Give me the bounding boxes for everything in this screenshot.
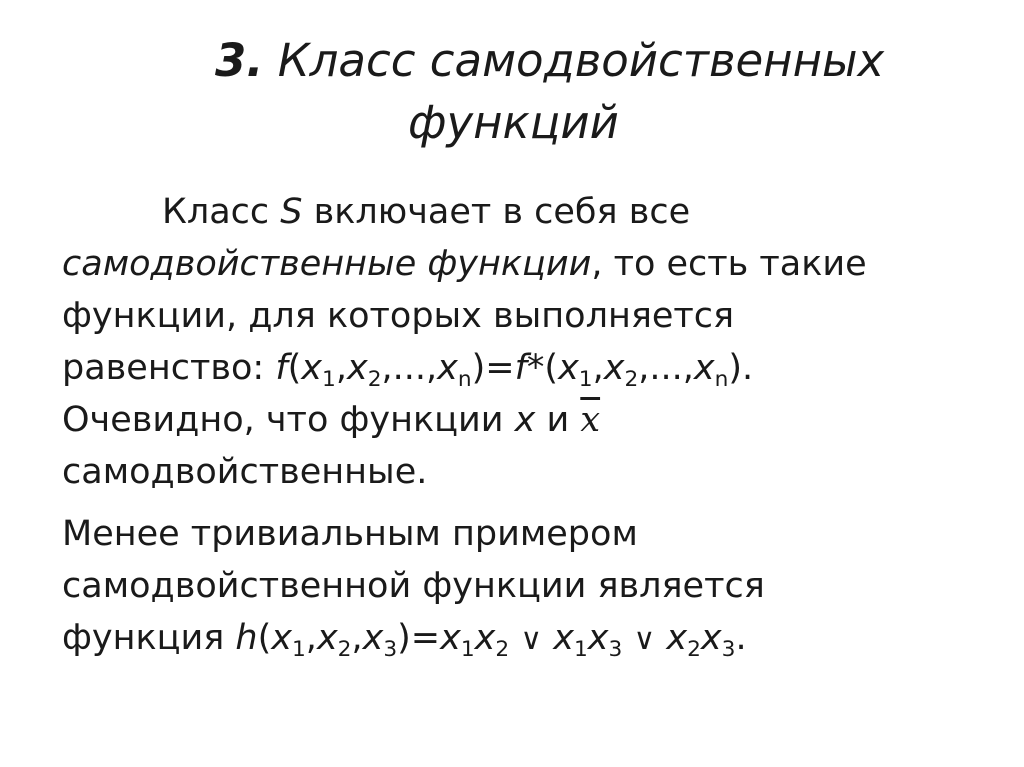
eq-x: x <box>362 618 384 658</box>
eq-x: x <box>437 348 458 388</box>
eq-sub: 1 <box>322 366 336 392</box>
title-number: 3. <box>215 34 264 87</box>
var-x: x <box>514 400 536 440</box>
example-equation <box>235 618 747 662</box>
eq-sub: 1 <box>291 636 306 662</box>
eq-x: x <box>666 618 688 658</box>
eq-x: x <box>301 348 323 388</box>
text-fragment: равенство: <box>62 348 276 388</box>
eq-paren: ( <box>544 348 559 388</box>
eq-sub: 3 <box>608 636 623 662</box>
eq-comma: , <box>305 618 317 658</box>
text-fragment: включает в себя все <box>302 192 691 232</box>
para1-line-6: самодвойственные. <box>62 452 428 492</box>
text-fragment: Очевидно, что функции <box>62 400 515 440</box>
eq-x: x <box>700 618 722 658</box>
term-self-dual-functions: самодвойственные функции <box>62 244 592 284</box>
eq-h: h <box>235 618 258 658</box>
eq-x: x <box>474 618 496 658</box>
text-fragment: функция <box>62 618 236 658</box>
eq-end: ). <box>728 348 754 388</box>
slide-title <box>0 30 1024 154</box>
para2-line-3 <box>62 612 962 666</box>
eq-x: x <box>558 348 579 388</box>
eq-sub: 2 <box>687 636 701 662</box>
eq-comma: , <box>592 348 604 388</box>
para1-line-3: функции, для которых выполняется <box>62 296 735 336</box>
eq-end: . <box>735 618 747 658</box>
title-line-1 <box>0 30 1024 92</box>
paragraph-example <box>62 508 962 666</box>
eq-x: x <box>440 618 461 658</box>
text-fragment: Класс <box>162 192 281 232</box>
para2-line-1: Менее тривиальным примером <box>62 514 638 554</box>
eq-paren: ( <box>257 618 272 658</box>
disjunction-symbol: ∨ <box>520 622 543 657</box>
para1-line-5 <box>62 394 962 446</box>
eq-x: x <box>587 618 609 658</box>
disjunction-symbol: ∨ <box>633 622 656 657</box>
eq-paren: ( <box>287 348 302 388</box>
eq-ellipsis: ,..., <box>638 348 694 388</box>
para1-line-4 <box>62 342 962 394</box>
eq-sub: 2 <box>367 366 382 392</box>
eq-sub: n <box>714 366 729 392</box>
eq-equals: )= <box>397 618 441 658</box>
title-line-2: функций <box>408 96 619 149</box>
eq-sub: 1 <box>578 366 593 392</box>
eq-sub: 2 <box>495 636 510 662</box>
eq-x: x <box>693 348 715 388</box>
text-fragment: и <box>535 400 581 440</box>
title-text-1: Класс самодвойственных <box>277 34 885 87</box>
eq-sub: 3 <box>721 636 736 662</box>
eq-sub: 1 <box>460 636 475 662</box>
eq-sub: n <box>457 366 472 392</box>
class-name: S <box>280 192 303 232</box>
para1-line-2 <box>62 238 962 290</box>
eq-sub: 2 <box>624 366 639 392</box>
paragraph-class-definition <box>62 186 962 498</box>
eq-sub: 3 <box>383 636 398 662</box>
self-dual-equation <box>275 348 754 392</box>
var-x-negated: $\overline{x}$ <box>580 400 601 440</box>
eq-comma: , <box>351 618 363 658</box>
eq-fstar: f* <box>514 348 545 388</box>
eq-x: x <box>553 618 574 658</box>
eq-sub: 1 <box>573 636 588 662</box>
eq-x: x <box>603 348 625 388</box>
eq-f: f <box>275 348 288 388</box>
eq-x: x <box>271 618 292 658</box>
eq-equals: )= <box>471 348 515 388</box>
para1-line-1 <box>62 186 962 238</box>
eq-sub: 2 <box>337 636 352 662</box>
eq-x: x <box>316 618 338 658</box>
eq-comma: , <box>335 348 347 388</box>
slide-body <box>62 186 962 666</box>
eq-ellipsis: ,..., <box>381 348 438 388</box>
eq-x: x <box>346 348 368 388</box>
text-fragment: , то есть такие <box>591 244 867 284</box>
para2-line-2: самодвойственной функции является <box>62 566 765 606</box>
